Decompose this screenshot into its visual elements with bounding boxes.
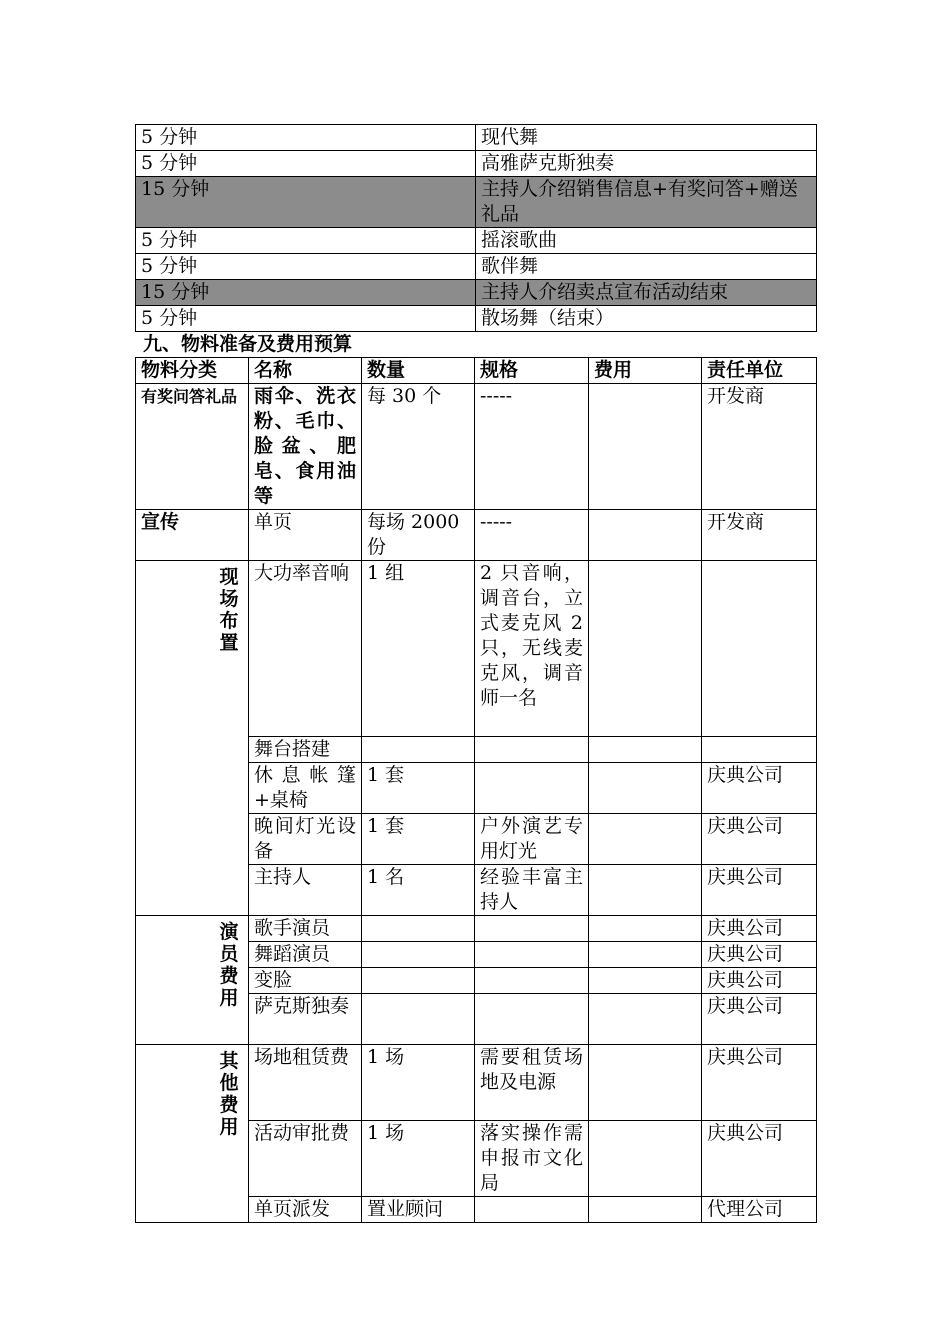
responsible-cell: 庆典公司 — [702, 994, 817, 1045]
category-label: 现场布置 — [219, 566, 239, 654]
header-responsible: 责任单位 — [702, 358, 817, 384]
schedule-row-highlighted — [136, 280, 817, 306]
schedule-time: 15 分钟 — [136, 177, 476, 228]
schedule-item: 歌伴舞 — [476, 254, 817, 280]
responsible-cell: 庆典公司 — [702, 1045, 817, 1121]
cost-cell — [589, 916, 702, 942]
cost-cell — [589, 994, 702, 1045]
header-quantity: 数量 — [362, 358, 475, 384]
quantity-cell — [362, 994, 475, 1045]
quantity-cell: 每场 2000 份 — [362, 510, 475, 561]
category-label: 其他费用 — [219, 1050, 239, 1138]
schedule-time: 5 分钟 — [136, 228, 476, 254]
spec-cell — [475, 763, 589, 814]
cost-cell — [589, 561, 702, 737]
schedule-row — [136, 254, 817, 280]
responsible-cell: 代理公司 — [702, 1197, 817, 1223]
schedule-row-highlighted — [136, 177, 817, 228]
schedule-time: 5 分钟 — [136, 125, 476, 151]
name-cell: 主持人 — [249, 865, 362, 916]
responsible-cell: 庆典公司 — [702, 968, 817, 994]
category-cell: 宣传 — [136, 510, 249, 561]
spec-cell: 需要租赁场地及电源 — [475, 1045, 589, 1121]
table-row — [136, 916, 817, 942]
schedule-item: 高雅萨克斯独奏 — [476, 151, 817, 177]
name-cell: 活动审批费 — [249, 1121, 362, 1197]
document-page — [135, 124, 816, 1223]
materials-budget-table — [135, 357, 817, 1223]
cost-cell — [589, 968, 702, 994]
name-cell: 单页派发 — [249, 1197, 362, 1223]
cost-cell — [589, 814, 702, 865]
header-name: 名称 — [249, 358, 362, 384]
cost-cell — [589, 1045, 702, 1121]
responsible-cell: 开发商 — [702, 384, 817, 510]
cost-cell — [589, 1197, 702, 1223]
responsible-cell: 庆典公司 — [702, 916, 817, 942]
name-cell: 舞台搭建 — [249, 737, 362, 763]
schedule-item: 现代舞 — [476, 125, 817, 151]
quantity-cell: 1 套 — [362, 814, 475, 865]
spec-cell: 户外演艺专用灯光 — [475, 814, 589, 865]
header-category: 物料分类 — [136, 358, 249, 384]
spec-cell: 2 只音响，调音台，立式麦克风 2 只，无线麦克风，调音师一名 — [475, 561, 589, 737]
cost-cell — [589, 865, 702, 916]
quantity-cell: 1 场 — [362, 1045, 475, 1121]
quantity-cell — [362, 942, 475, 968]
responsible-cell — [702, 737, 817, 763]
responsible-cell: 庆典公司 — [702, 1121, 817, 1197]
schedule-row — [136, 125, 817, 151]
name-cell: 场地租赁费 — [249, 1045, 362, 1121]
spec-cell — [475, 968, 589, 994]
name-cell: 休息帐篷+桌椅 — [249, 763, 362, 814]
cost-cell — [589, 510, 702, 561]
quantity-cell: 1 套 — [362, 763, 475, 814]
table-row — [136, 561, 817, 737]
responsible-cell — [702, 561, 817, 737]
schedule-item: 摇滚歌曲 — [476, 228, 817, 254]
quantity-cell — [362, 968, 475, 994]
schedule-item: 散场舞（结束） — [476, 306, 817, 332]
spec-cell: 经验丰富主持人 — [475, 865, 589, 916]
category-label: 演员费用 — [219, 921, 239, 1009]
header-cost: 费用 — [589, 358, 702, 384]
cost-cell — [589, 763, 702, 814]
spec-cell — [475, 916, 589, 942]
name-cell: 歌手演员 — [249, 916, 362, 942]
spec-cell: 落实操作需申报市文化局 — [475, 1121, 589, 1197]
table-row — [136, 384, 817, 510]
quantity-cell: 置业顾问 — [362, 1197, 475, 1223]
program-schedule-table — [135, 124, 817, 332]
name-cell: 晚间灯光设备 — [249, 814, 362, 865]
schedule-row — [136, 228, 817, 254]
name-cell: 大功率音响 — [249, 561, 362, 737]
schedule-time: 5 分钟 — [136, 151, 476, 177]
schedule-row — [136, 151, 817, 177]
cost-cell — [589, 737, 702, 763]
schedule-item: 主持人介绍卖点宣布活动结束 — [476, 280, 817, 306]
schedule-time: 5 分钟 — [136, 306, 476, 332]
quantity-cell: 每 30 个 — [362, 384, 475, 510]
name-cell: 雨伞、洗衣粉、毛巾、脸盆、肥皂、食用油等 — [249, 384, 362, 510]
cost-cell — [589, 942, 702, 968]
spec-cell — [475, 994, 589, 1045]
responsible-cell: 庆典公司 — [702, 814, 817, 865]
schedule-time: 5 分钟 — [136, 254, 476, 280]
name-cell: 变脸 — [249, 968, 362, 994]
spec-cell — [475, 737, 589, 763]
name-cell: 舞蹈演员 — [249, 942, 362, 968]
name-cell: 萨克斯独奏 — [249, 994, 362, 1045]
responsible-cell: 庆典公司 — [702, 865, 817, 916]
spec-cell — [475, 942, 589, 968]
header-spec: 规格 — [475, 358, 589, 384]
spec-cell: ----- — [475, 384, 589, 510]
quantity-cell — [362, 737, 475, 763]
cost-cell — [589, 384, 702, 510]
category-cell: 有奖问答礼品 — [136, 384, 249, 510]
quantity-cell — [362, 916, 475, 942]
responsible-cell: 开发商 — [702, 510, 817, 561]
table-row — [136, 510, 817, 561]
table-row — [136, 1045, 817, 1121]
category-cell-vertical — [136, 561, 249, 916]
schedule-item: 主持人介绍销售信息+有奖问答+赠送礼品 — [476, 177, 817, 228]
quantity-cell: 1 场 — [362, 1121, 475, 1197]
spec-cell — [475, 1197, 589, 1223]
category-cell-vertical — [136, 916, 249, 1045]
cost-cell — [589, 1121, 702, 1197]
category-cell-vertical — [136, 1045, 249, 1223]
quantity-cell: 1 组 — [362, 561, 475, 737]
name-cell: 单页 — [249, 510, 362, 561]
section-heading: 九、物料准备及费用预算 — [143, 333, 353, 355]
schedule-row — [136, 306, 817, 332]
schedule-time: 15 分钟 — [136, 280, 476, 306]
responsible-cell: 庆典公司 — [702, 942, 817, 968]
responsible-cell: 庆典公司 — [702, 763, 817, 814]
budget-header-row — [136, 358, 817, 384]
quantity-cell: 1 名 — [362, 865, 475, 916]
spec-cell: ----- — [475, 510, 589, 561]
